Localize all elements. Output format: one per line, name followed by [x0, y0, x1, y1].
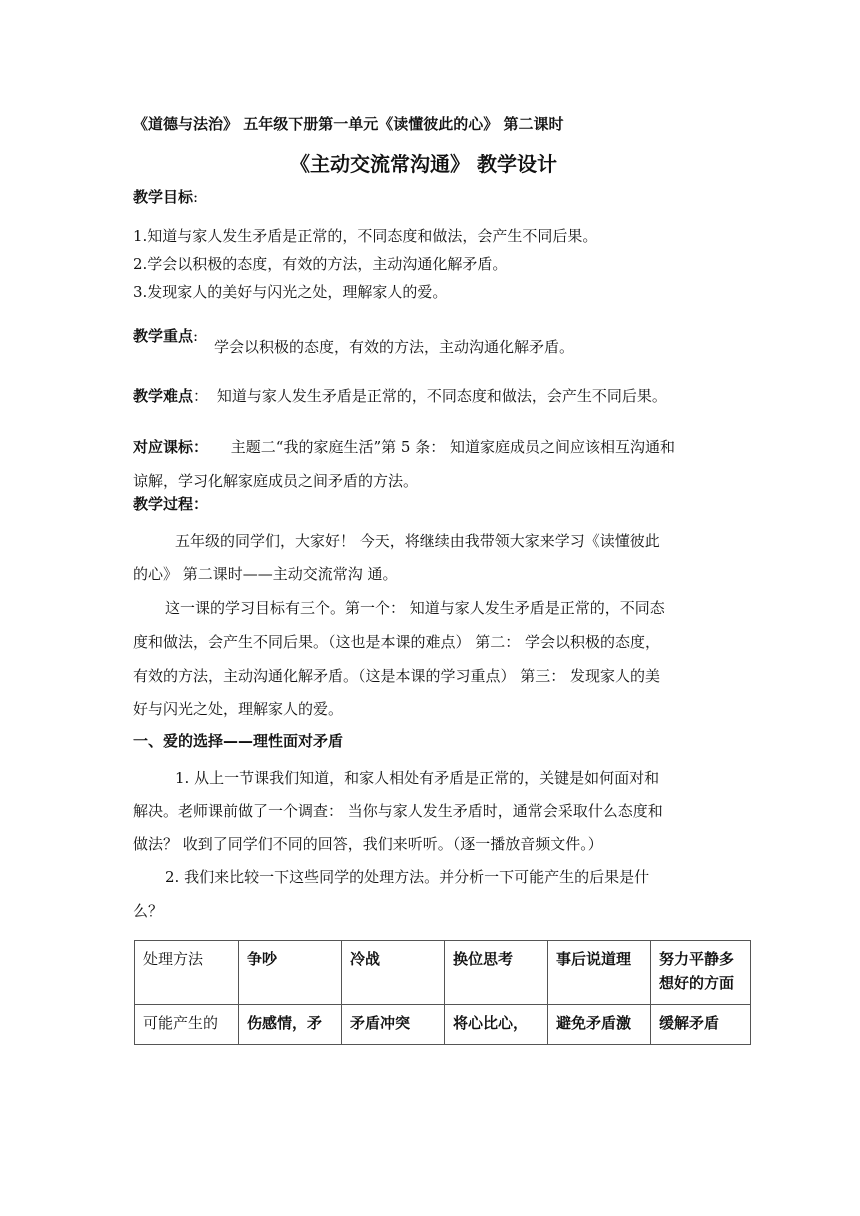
key-point-heading — [133, 325, 198, 346]
table-row — [135, 1005, 751, 1045]
table-cell: 事后说道理 — [548, 941, 651, 1005]
table-cell: 缓解矛盾 — [651, 1005, 751, 1045]
key-point-label: 教学重点 — [133, 327, 194, 345]
page-title: 《主动交流常沟通》 教学设计 — [290, 152, 557, 176]
objectives-label: 教学目标 — [133, 188, 194, 206]
section1-p1-line1: 1. 从上一节课我们知道，和家人相处有矛盾是正常的，关键是如何面对和 — [175, 769, 660, 787]
difficulty-row — [133, 385, 667, 406]
intro-line1: 五年级的同学们，大家好！ 今天，将继续由我带领大家来学习《读懂彼此 — [175, 532, 660, 550]
goals-line3: 有效的方法，主动沟通化解矛盾。（这是本课的学习重点） 第三： 发现家人的美 — [133, 667, 661, 685]
table-cell: 将心比心， — [445, 1005, 548, 1045]
section1-p1-line2: 解决。老师课前做了一个调查： 当你与家人发生矛盾时，通常会采取什么态度和 — [133, 802, 663, 820]
section1-heading: 一、爱的选择——理性面对矛盾 — [133, 732, 344, 750]
table-cell: 争吵 — [239, 941, 342, 1005]
table-cell: 冷战 — [342, 941, 445, 1005]
table-row — [135, 941, 751, 1005]
objectives-heading — [133, 186, 198, 207]
objective-item: 3.发现家人的美好与闪光之处，理解家人的爱。 — [133, 283, 448, 301]
goals-line1: 这一课的学习目标有三个。第一个： 知道与家人发生矛盾是正常的，不同态 — [165, 599, 665, 617]
table-cell: 处理方法 — [135, 941, 239, 1005]
table-cell: 换位思考 — [445, 941, 548, 1005]
standard-row — [133, 436, 675, 457]
table-cell: 伤感情，矛 — [239, 1005, 342, 1045]
table-cell: 可能产生的 — [135, 1005, 239, 1045]
process-heading: 教学过程： — [133, 495, 209, 513]
standard-label: 对应课标： — [133, 438, 209, 456]
objective-item: 2.学会以积极的态度，有效的方法，主动沟通化解矛盾。 — [133, 255, 508, 273]
difficulty-text: 知道与家人发生矛盾是正常的，不同态度和做法，会产生不同后果。 — [216, 387, 667, 405]
table-cell: 矛盾冲突 — [342, 1005, 445, 1045]
table-cell: 努力平静多想好的方面 — [651, 941, 751, 1005]
key-point-colon: : — [193, 327, 199, 345]
objectives-colon: : — [193, 188, 199, 206]
standard-line2: 谅解，学习化解家庭成员之间矛盾的方法。 — [133, 472, 419, 490]
difficulty-label: 教学难点 — [133, 387, 194, 405]
section1-p2-line1: 2. 我们来比较一下这些同学的处理方法。并分析一下可能产生的后果是什 — [165, 868, 650, 886]
objective-item: 1.知道与家人发生矛盾是正常的，不同态度和做法，会产生不同后果。 — [133, 227, 598, 245]
key-point-text: 学会以积极的态度，有效的方法，主动沟通化解矛盾。 — [214, 338, 575, 356]
goals-line2: 度和做法，会产生不同后果。（这也是本课的难点） 第二： 学会以积极的态度， — [133, 633, 661, 651]
section1-p2-line2: 么？ — [133, 902, 164, 920]
difficulty-colon: ： — [193, 387, 209, 405]
goals-line4: 好与闪光之处，理解家人的爱。 — [133, 700, 344, 718]
table-cell: 避免矛盾激 — [548, 1005, 651, 1045]
standard-line1: 主题二“我的家庭生活”第 5 条： 知道家庭成员之间应该相互沟通和 — [230, 438, 675, 456]
section1-p1-line3: 做法？ 收到了同学们不同的回答，我们来听听。（逐一播放音频文件。） — [133, 835, 603, 853]
course-header: 《道德与法治》 五年级下册第一单元《读懂彼此的心》 第二课时 — [133, 115, 564, 133]
comparison-table — [134, 940, 751, 1045]
intro-line2: 的心》 第二课时——主动交流常沟 通。 — [133, 565, 398, 583]
